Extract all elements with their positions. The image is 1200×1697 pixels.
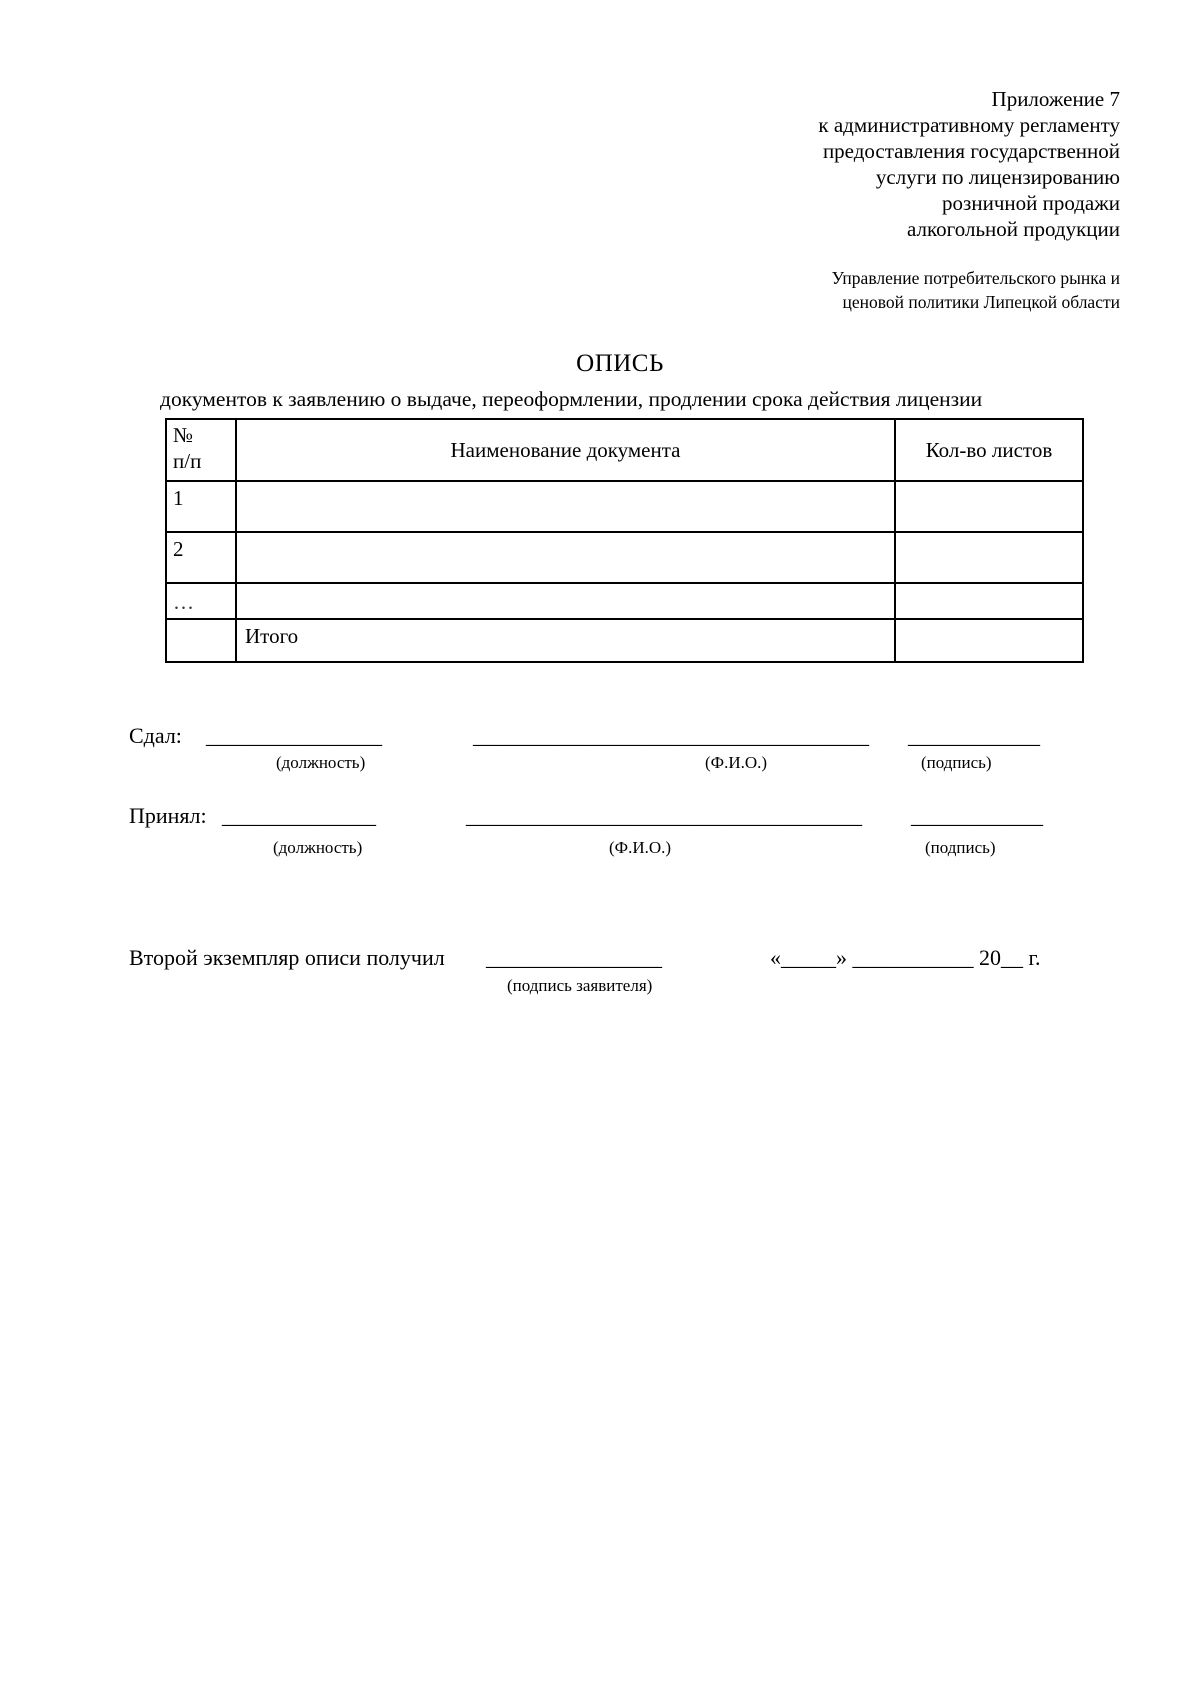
row-sheet-count[interactable] (895, 481, 1083, 532)
received-fio-caption: (Ф.И.О.) (609, 838, 672, 857)
table-header-row (166, 419, 1083, 481)
department-line: ценовой политики Липецкой области (842, 292, 1120, 312)
handed-label: Сдал: (129, 723, 182, 748)
header-document-name: Наименование документа (236, 419, 895, 481)
department-block (832, 266, 1120, 314)
header-number (166, 419, 236, 481)
document-title: ОПИСЬ (576, 350, 664, 377)
total-sheet-count[interactable] (895, 619, 1083, 662)
total-number-cell (166, 619, 236, 662)
handed-fio-blank[interactable]: ____________________________________ (473, 723, 869, 748)
row-number: 1 (166, 481, 236, 532)
appendix-block (818, 86, 1120, 242)
second-copy-text: Второй экземпляр описи получил (129, 945, 445, 970)
table-row (166, 481, 1083, 532)
table-row (166, 532, 1083, 583)
row-sheet-count[interactable] (895, 532, 1083, 583)
handed-fio-caption: (Ф.И.О.) (705, 753, 768, 772)
appendix-line: алкогольной продукции (907, 217, 1120, 241)
handed-position-blank[interactable]: ________________ (206, 723, 382, 748)
header-number-sign: № (173, 423, 194, 447)
appendix-line: услуги по лицензированию (875, 165, 1120, 189)
total-label: Итого (236, 619, 895, 662)
second-copy-sign-blank[interactable]: ________________ (486, 945, 662, 970)
document-subtitle: документов к заявлению о выдаче, переоформлении, продлении срока действия лицензии (160, 387, 983, 411)
appendix-line: к административному регламенту (818, 113, 1120, 137)
department-line: Управление потребительского рынка и (831, 268, 1120, 288)
row-document-name[interactable] (236, 583, 895, 619)
row-document-name[interactable] (236, 481, 895, 532)
table-total-row (166, 619, 1083, 662)
handed-sign-blank[interactable]: ____________ (908, 723, 1040, 748)
appendix-line: предоставления государственной (822, 139, 1120, 163)
received-fio-blank[interactable]: ____________________________________ (466, 803, 862, 828)
received-position-blank[interactable]: ______________ (222, 803, 376, 828)
received-position-caption: (должность) (273, 838, 363, 857)
row-document-name[interactable] (236, 532, 895, 583)
received-sign-caption: (подпись) (925, 838, 996, 857)
table-row (166, 583, 1083, 619)
second-copy-date[interactable]: «_____» ___________ 20__ г. (770, 945, 1041, 970)
handed-position-caption: (должность) (276, 753, 366, 772)
second-copy-sign-caption: (подпись заявителя) (507, 976, 653, 995)
received-sign-blank[interactable]: ____________ (911, 803, 1043, 828)
row-sheet-count[interactable] (895, 583, 1083, 619)
appendix-line: Приложение 7 (991, 87, 1120, 111)
received-label: Принял: (129, 803, 207, 828)
appendix-line: розничной продажи (942, 191, 1120, 215)
row-number: … (166, 583, 236, 619)
header-sheet-count: Кол-во листов (895, 419, 1083, 481)
inventory-table (165, 418, 1084, 663)
handed-sign-caption: (подпись) (921, 753, 992, 772)
row-number: 2 (166, 532, 236, 583)
header-number-pp: п/п (173, 449, 202, 473)
